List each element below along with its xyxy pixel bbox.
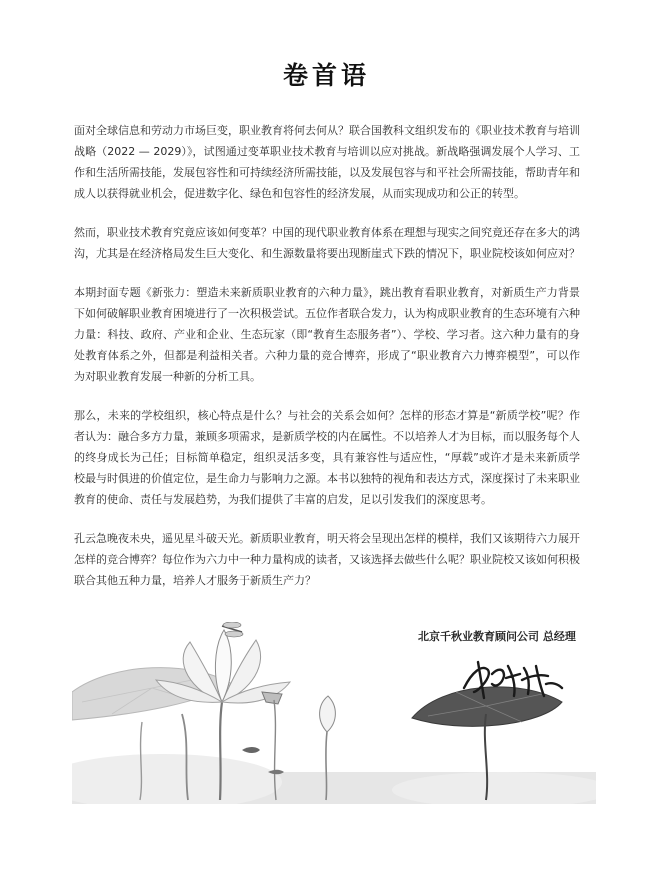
paragraph-2: 然而，职业技术教育究竟应该如何变革？中国的现代职业教育体系在理想与现实之间究竟还存在多大的鸿沟，尤其是在经济格局发生巨大变化、和生源数量将要出现断崖式下跌的情况下，职业院校该如何应对？ — [74, 226, 580, 260]
article-body — [74, 120, 580, 609]
lotus-stem-3 — [326, 732, 327, 800]
paragraph-3: 本期封面专题《新张力：塑造未来新质职业教育的六种力量》，跳出教育看职业教育，对新质生产力背景下如何破解职业教育困境进行了一次积极尝试。五位作者联合发力，认为构成职业教育的生态环境有六种力量：科技、政府、产业和企业、生态玩家（即“教育生态服务者”）、学校、学习者。这六种力量有的身处教育体系之外，但都是利益相关者。六种力量的竞合博弈，形成了“职业教育六力博弈模型”，可以作为对职业教育发展一种新的分析工具。 — [74, 286, 580, 383]
page-title: 卷首语 — [282, 61, 370, 90]
paragraph-4: 那么，未来的学校组织，核心特点是什么？与社会的关系会如何？怎样的形态才算是“新质学校”呢？作者认为：融合多方力量，兼顾多项需求，是新质学校的内在属性。不以培养人才为目标，而以服务每个人的终身成长为己任；目标简单稳定，组织灵活多变，具有兼容性与适应性，“厚载”或许才是未来新质学校最与时俱进的价值定位，是生命力与影响力之源。本书以独特的视角和表达方式，深度探讨了未来职业教育的使命、责任与发展趋势，为我们提供了丰富的启发，足以引发我们的深度思考。 — [74, 409, 580, 506]
paragraph-1: 面对全球信息和劳动力市场巨变，职业教育将何去何从？联合国教科文组织发布的《职业技术教育与培训战略（2022 — 2029）》，试图通过变革职业技术教育与培训以应对挑战。新战略强调发展个人学习、工作和生活所需技能，发展包容性和可持续经济所需技能，以及发展包容与和平社会所需技能，帮助青年和成人以获得就业机会，促进数字化、绿色和包容性的经济发展，从而实现成功和公正的转型。 — [74, 124, 580, 200]
lotus-bud — [320, 696, 336, 732]
lotus-ink-illustration — [72, 622, 596, 804]
signature-company: 北京千秋业教育顾问公司 总经理 — [418, 630, 576, 643]
lotus-flower-large — [156, 630, 290, 703]
signature-block — [418, 628, 598, 644]
handwritten-signature — [458, 654, 568, 704]
paragraph-5: 孔云急晚夜未央，遥见星斗破天光。新质职业教育，明天将会呈现出怎样的模样，我们又该期待六力展开怎样的竞合博弈？每位作为六力中一种力量构成的读者，又该选择去做些什么呢？职业院校又该如何积极联合其他五种力量，培养人才服务于新质生产力？ — [74, 532, 580, 587]
dragonfly-icon — [222, 622, 243, 637]
mist-left — [72, 754, 282, 804]
